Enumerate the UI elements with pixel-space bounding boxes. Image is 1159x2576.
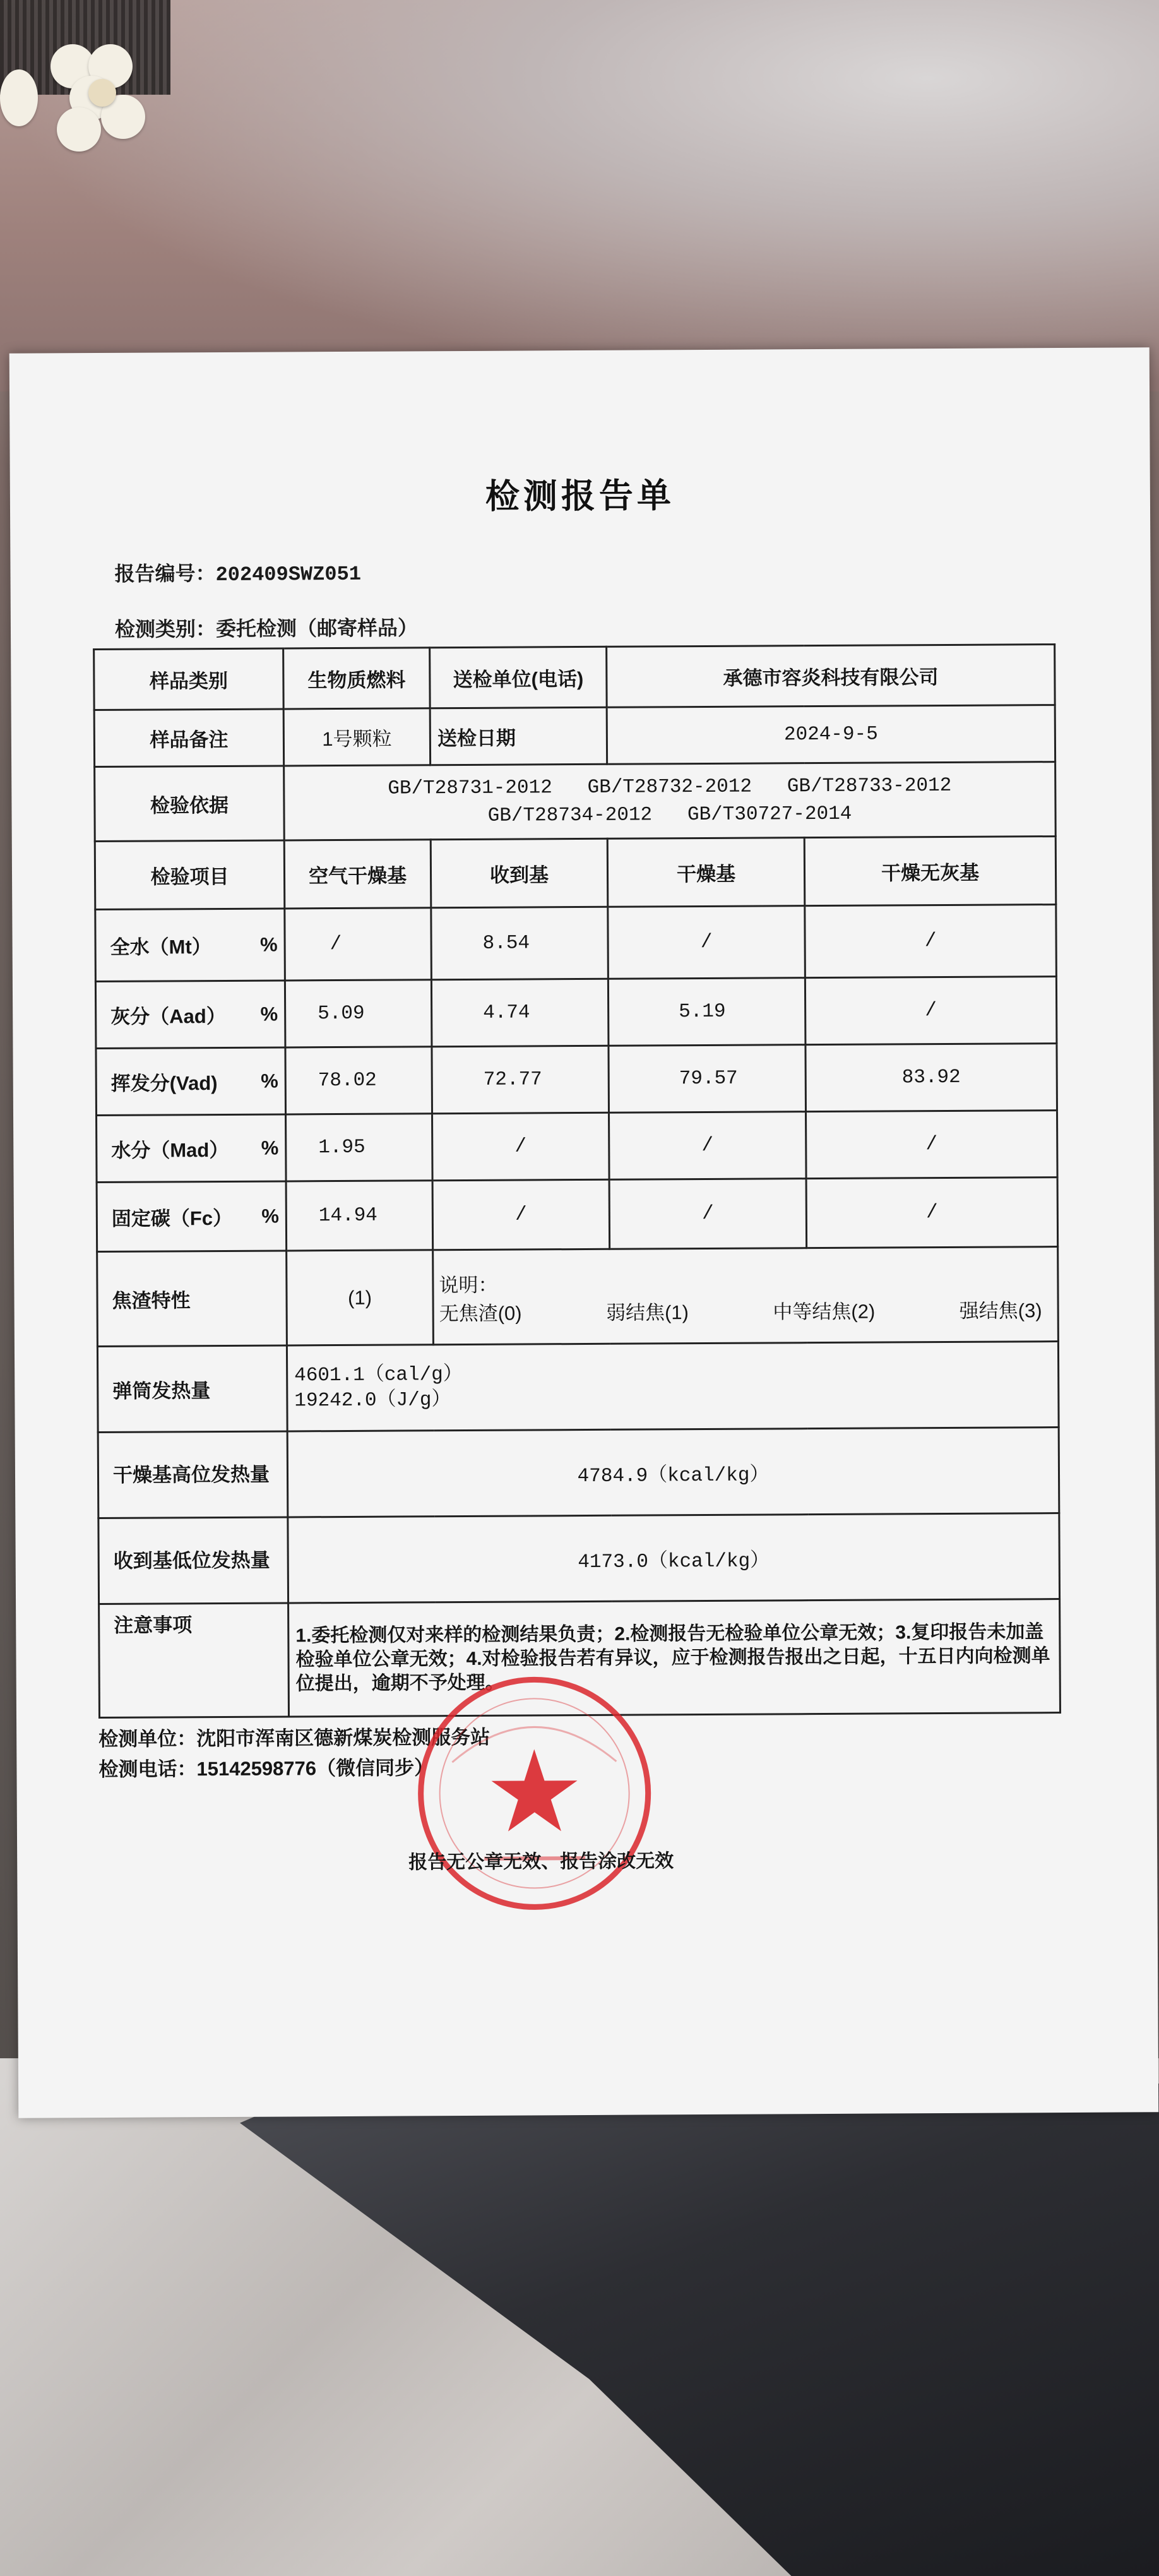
report-table (93, 643, 1061, 1719)
bomb-heat-label: 弹筒发热量 (97, 1345, 287, 1433)
footer-phone-value: 15142598776（微信同步） (196, 1756, 434, 1780)
row-value: / (806, 1178, 1058, 1248)
row-label: 挥发分(Vad) % (96, 1047, 286, 1116)
coke-option: 中等结焦(2) (773, 1300, 876, 1323)
footer-unit-value: 沈阳市浑南区德新煤炭检测服务站 (196, 1726, 490, 1750)
row-value: / (609, 1179, 807, 1249)
row-value: / (608, 906, 805, 979)
coke-options (439, 1294, 1051, 1326)
coke-value: (1) (287, 1250, 434, 1345)
recv-low-heat-value: 4173.0（kcal/kg） (288, 1513, 1060, 1603)
basis-line-2: GB/T28734-2012 GB/T30727-2014 (487, 802, 852, 827)
header-item: 检验项目 (95, 840, 285, 910)
footer-unit-label: 检测单位： (98, 1727, 197, 1751)
row-value: 14.94 (286, 1181, 433, 1251)
sample-type-value: 生物质燃料 (283, 648, 430, 709)
date-value: 2024-9-5 (607, 705, 1055, 765)
report-paper (9, 347, 1159, 2118)
coke-option: 弱结焦(1) (605, 1301, 689, 1324)
bomb-heat-cal: 4601.1（cal/g） (294, 1363, 463, 1386)
row-value: / (609, 1112, 807, 1180)
report-category-line (115, 612, 418, 643)
basis-value (284, 762, 1056, 840)
report-title: 检测报告单 (485, 475, 675, 516)
recv-low-heat-label: 收到基低位发热量 (98, 1517, 288, 1604)
footer-phone-label: 检测电话： (98, 1758, 197, 1781)
sender-label: 送检单位(电话) (430, 647, 607, 708)
table-row (95, 977, 1057, 1049)
row-value: 5.09 (285, 980, 432, 1047)
report-number-label: 报告编号： (114, 562, 216, 585)
row-value: / (806, 1111, 1058, 1179)
background-top (0, 0, 1159, 391)
row-label: 固定碳（Fc） % (97, 1181, 287, 1252)
seal-star-icon (491, 1749, 578, 1832)
coke-label: 焦渣特性 (97, 1251, 287, 1347)
bomb-heat-value (287, 1342, 1059, 1431)
row-label: 灰分（Aad） % (95, 981, 285, 1049)
date-label: 送检日期 (430, 707, 607, 765)
row-value: 79.57 (609, 1045, 806, 1113)
table-row (97, 1111, 1058, 1183)
row-value: / (805, 977, 1057, 1045)
table-row (96, 1044, 1057, 1116)
sample-type-label: 样品类别 (94, 648, 283, 710)
row-value: 78.02 (285, 1047, 432, 1114)
coke-option: 强结焦(3) (959, 1299, 1042, 1322)
stamp-note: 报告无公章无效、报告涂改无效 (408, 1851, 674, 1873)
table-row (95, 905, 1057, 982)
row-value: 5.19 (608, 978, 805, 1046)
sample-note-label: 样品备注 (94, 709, 283, 767)
sample-note-value: 1号颗粒 (283, 708, 430, 766)
table-row (97, 1178, 1058, 1252)
row-value: 4.74 (431, 979, 609, 1046)
coke-explain (433, 1247, 1059, 1345)
notes-label: 注意事项 (99, 1603, 289, 1718)
row-value: / (432, 1179, 610, 1249)
header-dry: 干燥基 (607, 838, 805, 907)
row-label: 水分（Mad） % (97, 1114, 287, 1183)
coke-explain-title: 说明： (439, 1273, 498, 1296)
coke-option: 无焦渣(0) (439, 1302, 522, 1325)
row-value: 8.54 (431, 907, 609, 979)
official-seal-stamp (408, 1666, 662, 1920)
notes-text: 1.委托检测仅对来样的检测结果负责；2.检测报告无检验单位公章无效；3.复印报告未加盖检验单位公章无效；4.对检验报告若有异议，应于检测报告报出之日起，十五日内向检测单位提出，逾期不予处理。 (288, 1599, 1061, 1717)
report-number-line (114, 557, 361, 587)
basis-label: 检验依据 (95, 766, 285, 842)
dry-high-heat-value: 4784.9（kcal/kg） (287, 1428, 1059, 1517)
footer-phone-line (98, 1751, 434, 1782)
bomb-heat-joule: 19242.0（J/g） (294, 1388, 451, 1412)
row-value: / (285, 908, 432, 981)
sender-value: 承德市容炎科技有限公司 (607, 645, 1055, 708)
row-value: 83.92 (805, 1044, 1057, 1112)
row-value: 72.77 (432, 1046, 609, 1113)
row-value: / (432, 1112, 610, 1180)
row-value: / (805, 905, 1057, 978)
header-received: 收到基 (431, 838, 608, 907)
row-label: 全水（Mt） % (95, 909, 285, 982)
report-category-value: 委托检测（邮寄样品） (215, 616, 419, 641)
header-dry-ash-free: 干燥无灰基 (804, 837, 1056, 906)
row-value: 1.95 (286, 1114, 433, 1181)
header-air-dry: 空气干燥基 (284, 840, 431, 909)
basis-line-1: GB/T28731-2012 GB/T28732-2012 GB/T28733-2012 (388, 774, 952, 800)
report-number-value: 202409SWZ051 (215, 562, 362, 587)
report-category-label: 检测类别： (114, 617, 217, 641)
dry-high-heat-label: 干燥基高位发热量 (98, 1431, 288, 1518)
